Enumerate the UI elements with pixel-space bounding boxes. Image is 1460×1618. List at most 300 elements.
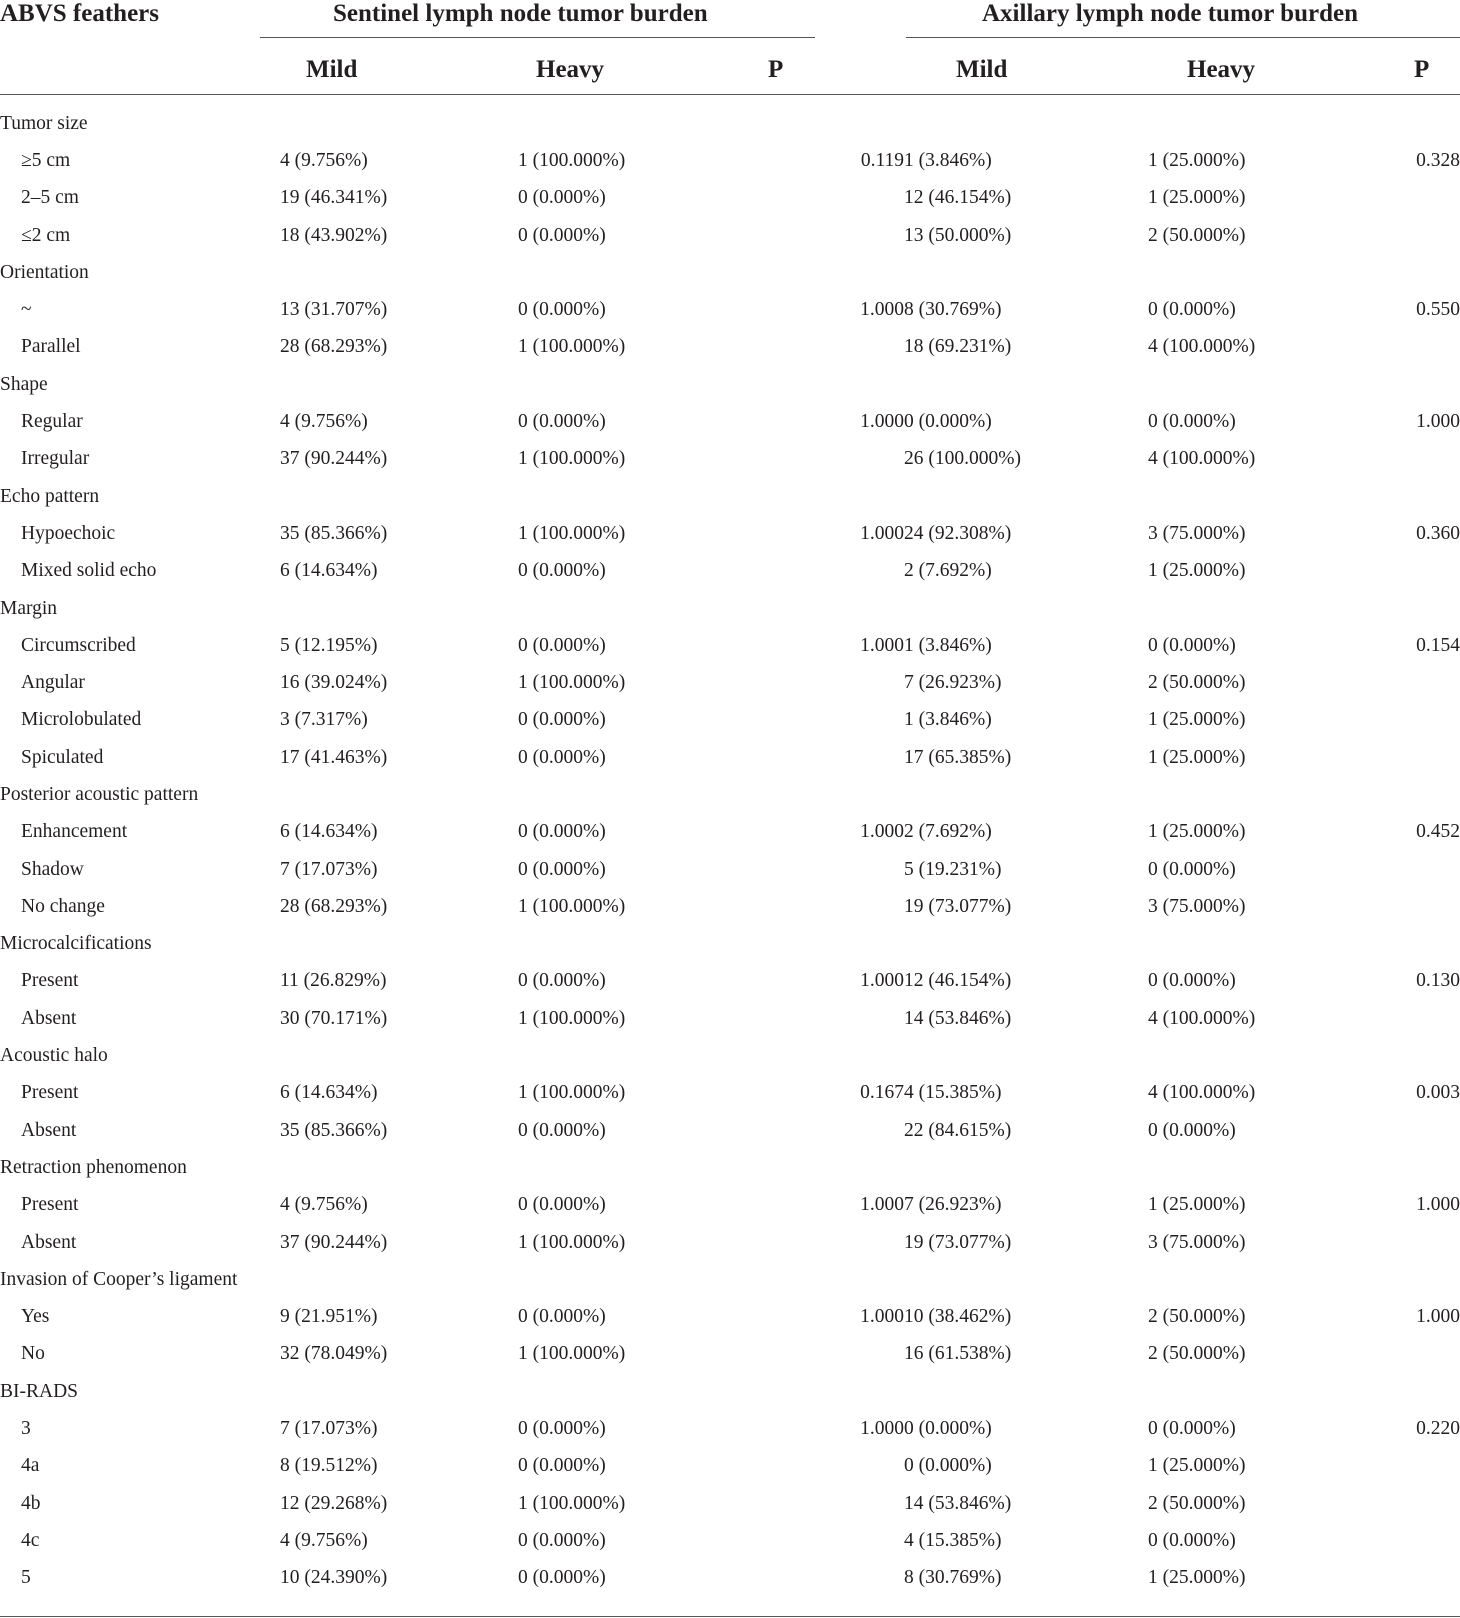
axillary-mild-cell: 4 (15.385%) bbox=[904, 1082, 1002, 1104]
axillary-heavy-cell: 0 (0.000%) bbox=[1148, 1529, 1236, 1551]
table-row bbox=[0, 851, 1460, 888]
axillary-p-cell bbox=[1392, 478, 1460, 515]
axillary-p-cell bbox=[1392, 1261, 1460, 1298]
row-label: Invasion of Cooper’s ligament bbox=[0, 1268, 238, 1290]
sentinel-mild-cell: 4 (9.756%) bbox=[280, 1529, 368, 1551]
table-category-row bbox=[0, 254, 1460, 291]
table-row bbox=[0, 329, 1460, 366]
table-row bbox=[0, 1000, 1460, 1037]
table-row bbox=[0, 1112, 1460, 1149]
axillary-heavy-cell: 0 (0.000%) bbox=[1148, 411, 1236, 433]
sentinel-mild-cell: 4 (9.756%) bbox=[280, 411, 368, 433]
table-row bbox=[0, 664, 1460, 701]
row-label: 4b bbox=[21, 1492, 41, 1514]
axillary-p-cell bbox=[1392, 1149, 1460, 1186]
header-axillary-heavy: Heavy bbox=[1187, 56, 1256, 83]
axillary-p-cell bbox=[1392, 888, 1460, 925]
axillary-mild-cell: 19 (73.077%) bbox=[904, 1231, 1012, 1253]
row-label: Absent bbox=[21, 1119, 77, 1141]
sentinel-p-cell: 0.167 bbox=[860, 1082, 904, 1104]
row-label: 4a bbox=[21, 1455, 40, 1477]
sentinel-heavy-cell: 0 (0.000%) bbox=[518, 1418, 606, 1440]
sentinel-p-cell bbox=[764, 888, 904, 925]
sentinel-heavy-cell bbox=[518, 105, 764, 142]
axillary-p-cell bbox=[1392, 105, 1460, 142]
table-category-row bbox=[0, 105, 1460, 142]
header-feature: ABVS feathers bbox=[0, 0, 160, 27]
sentinel-p-cell: 1.000 bbox=[860, 299, 904, 321]
header-axillary-group: Axillary lymph node tumor burden bbox=[982, 0, 1358, 27]
axillary-p-cell bbox=[1392, 776, 1460, 813]
axillary-heavy-cell bbox=[1148, 1149, 1392, 1186]
sentinel-mild-cell bbox=[280, 776, 518, 813]
axillary-heavy-cell: 4 (100.000%) bbox=[1148, 1007, 1256, 1029]
table-row bbox=[0, 180, 1460, 217]
table-row bbox=[0, 1522, 1460, 1559]
sentinel-p-cell bbox=[764, 926, 904, 963]
row-label: 3 bbox=[21, 1418, 31, 1440]
axillary-heavy-cell: 1 (25.000%) bbox=[1148, 746, 1246, 768]
sentinel-p-cell bbox=[764, 1261, 904, 1298]
sentinel-heavy-cell bbox=[518, 254, 764, 291]
sentinel-mild-cell: 11 (26.829%) bbox=[280, 970, 387, 992]
row-label: 4c bbox=[21, 1529, 40, 1551]
axillary-p-cell bbox=[1392, 702, 1460, 739]
row-label: Parallel bbox=[21, 336, 81, 358]
sentinel-mild-cell: 13 (31.707%) bbox=[280, 299, 388, 321]
table-row bbox=[0, 963, 1460, 1000]
axillary-mild-cell bbox=[904, 590, 1148, 627]
axillary-heavy-cell: 0 (0.000%) bbox=[1148, 299, 1236, 321]
sentinel-p-cell bbox=[764, 1037, 904, 1074]
sentinel-mild-cell: 4 (9.756%) bbox=[280, 1194, 368, 1216]
row-label: Microlobulated bbox=[21, 709, 142, 731]
row-label: Absent bbox=[21, 1007, 77, 1029]
sentinel-heavy-cell: 0 (0.000%) bbox=[518, 1455, 606, 1477]
sentinel-p-cell bbox=[764, 1112, 904, 1149]
sentinel-mild-cell: 7 (17.073%) bbox=[280, 1418, 378, 1440]
sentinel-mild-cell: 4 (9.756%) bbox=[280, 149, 368, 171]
axillary-mild-cell bbox=[904, 478, 1148, 515]
sentinel-heavy-cell: 1 (100.000%) bbox=[518, 1231, 626, 1253]
sentinel-p-cell: 1.000 bbox=[860, 1418, 904, 1440]
axillary-mild-cell: 1 (3.846%) bbox=[904, 634, 992, 656]
table-row bbox=[0, 627, 1460, 664]
row-label: Tumor size bbox=[0, 112, 88, 134]
table-row bbox=[0, 1075, 1460, 1112]
table-category-row bbox=[0, 926, 1460, 963]
axillary-p-cell: 0.328 bbox=[1416, 149, 1460, 171]
axillary-p-cell bbox=[1392, 1560, 1460, 1597]
row-label: Yes bbox=[21, 1306, 50, 1328]
sentinel-heavy-cell: 1 (100.000%) bbox=[518, 149, 626, 171]
axillary-heavy-cell: 2 (50.000%) bbox=[1148, 1306, 1246, 1328]
row-label: Retraction phenomenon bbox=[0, 1156, 187, 1178]
sentinel-p-cell bbox=[764, 851, 904, 888]
sentinel-p-cell bbox=[764, 105, 904, 142]
header-bottom-rule bbox=[0, 94, 1460, 95]
sentinel-p-cell bbox=[764, 217, 904, 254]
table-category-row bbox=[0, 1037, 1460, 1074]
table-category-row bbox=[0, 1261, 1460, 1298]
group-rule-axillary bbox=[906, 37, 1460, 38]
axillary-p-cell bbox=[1392, 1485, 1460, 1522]
sentinel-mild-cell: 35 (85.366%) bbox=[280, 522, 388, 544]
header-sentinel-heavy: Heavy bbox=[536, 56, 605, 83]
sentinel-heavy-cell: 0 (0.000%) bbox=[518, 560, 606, 582]
axillary-heavy-cell: 1 (25.000%) bbox=[1148, 1567, 1246, 1589]
axillary-mild-cell: 0 (0.000%) bbox=[904, 1455, 992, 1477]
axillary-mild-cell bbox=[904, 366, 1148, 403]
axillary-mild-cell bbox=[904, 926, 1148, 963]
axillary-p-cell bbox=[1392, 1336, 1460, 1373]
table-row bbox=[0, 1187, 1460, 1224]
row-label: Margin bbox=[0, 597, 58, 619]
axillary-mild-cell: 12 (46.154%) bbox=[904, 970, 1012, 992]
table-row bbox=[0, 403, 1460, 440]
table-category-row bbox=[0, 478, 1460, 515]
sentinel-p-cell bbox=[764, 553, 904, 590]
axillary-p-cell bbox=[1392, 1224, 1460, 1261]
sentinel-mild-cell: 8 (19.512%) bbox=[280, 1455, 378, 1477]
sentinel-mild-cell: 7 (17.073%) bbox=[280, 858, 378, 880]
sentinel-heavy-cell: 1 (100.000%) bbox=[518, 448, 626, 470]
axillary-p-cell bbox=[1392, 366, 1460, 403]
sentinel-mild-cell bbox=[280, 590, 518, 627]
sentinel-mild-cell bbox=[280, 1261, 518, 1298]
sentinel-p-cell bbox=[764, 1522, 904, 1559]
sentinel-p-cell: 1.000 bbox=[860, 970, 904, 992]
header-sentinel-mild: Mild bbox=[306, 56, 358, 83]
axillary-heavy-cell: 1 (25.000%) bbox=[1148, 709, 1246, 731]
table-category-row bbox=[0, 776, 1460, 813]
sentinel-mild-cell: 37 (90.244%) bbox=[280, 448, 388, 470]
axillary-mild-cell: 12 (46.154%) bbox=[904, 187, 1012, 209]
axillary-mild-cell bbox=[904, 254, 1148, 291]
axillary-p-cell: 0.550 bbox=[1416, 299, 1460, 321]
table-row bbox=[0, 1299, 1460, 1336]
table-category-row bbox=[0, 1149, 1460, 1186]
axillary-mild-cell: 7 (26.923%) bbox=[904, 672, 1002, 694]
sentinel-p-cell bbox=[764, 254, 904, 291]
axillary-p-cell bbox=[1392, 1522, 1460, 1559]
table-row bbox=[0, 1560, 1460, 1597]
axillary-mild-cell bbox=[904, 1373, 1148, 1410]
axillary-heavy-cell: 3 (75.000%) bbox=[1148, 895, 1246, 917]
axillary-heavy-cell bbox=[1148, 254, 1392, 291]
axillary-heavy-cell: 0 (0.000%) bbox=[1148, 1418, 1236, 1440]
axillary-p-cell bbox=[1392, 1000, 1460, 1037]
sentinel-mild-cell: 28 (68.293%) bbox=[280, 895, 388, 917]
axillary-p-cell bbox=[1392, 926, 1460, 963]
row-label: ≤2 cm bbox=[21, 224, 71, 246]
axillary-p-cell: 0.360 bbox=[1416, 522, 1460, 544]
axillary-heavy-cell: 0 (0.000%) bbox=[1148, 970, 1236, 992]
axillary-heavy-cell: 2 (50.000%) bbox=[1148, 1492, 1246, 1514]
row-label: Shadow bbox=[21, 858, 84, 880]
sentinel-mild-cell bbox=[280, 478, 518, 515]
sentinel-heavy-cell: 0 (0.000%) bbox=[518, 224, 606, 246]
axillary-p-cell: 0.003 bbox=[1416, 1082, 1460, 1104]
table-category-row bbox=[0, 366, 1460, 403]
row-label: Irregular bbox=[21, 448, 90, 470]
sentinel-mild-cell: 5 (12.195%) bbox=[280, 634, 378, 656]
sentinel-mild-cell: 18 (43.902%) bbox=[280, 224, 388, 246]
table-row bbox=[0, 1448, 1460, 1485]
axillary-mild-cell: 2 (7.692%) bbox=[904, 560, 992, 582]
sentinel-heavy-cell: 1 (100.000%) bbox=[518, 522, 626, 544]
header-axillary-p: P bbox=[1414, 56, 1430, 83]
sentinel-heavy-cell bbox=[518, 1149, 764, 1186]
sentinel-heavy-cell: 0 (0.000%) bbox=[518, 634, 606, 656]
axillary-heavy-cell bbox=[1148, 1373, 1392, 1410]
table-category-row bbox=[0, 1373, 1460, 1410]
axillary-heavy-cell bbox=[1148, 366, 1392, 403]
axillary-mild-cell: 22 (84.615%) bbox=[904, 1119, 1012, 1141]
sentinel-heavy-cell: 0 (0.000%) bbox=[518, 1306, 606, 1328]
sentinel-heavy-cell: 0 (0.000%) bbox=[518, 1567, 606, 1589]
row-label: Microcalcifications bbox=[0, 933, 152, 955]
axillary-heavy-cell bbox=[1148, 1037, 1392, 1074]
row-label: BI-RADS bbox=[0, 1380, 79, 1402]
axillary-mild-cell bbox=[904, 1149, 1148, 1186]
table-row bbox=[0, 291, 1460, 328]
header-sentinel-p: P bbox=[768, 56, 784, 83]
axillary-mild-cell: 13 (50.000%) bbox=[904, 224, 1012, 246]
sentinel-p-cell bbox=[764, 664, 904, 701]
sentinel-p-cell bbox=[764, 702, 904, 739]
axillary-mild-cell: 1 (3.846%) bbox=[904, 149, 992, 171]
axillary-p-cell bbox=[1392, 254, 1460, 291]
axillary-heavy-cell: 2 (50.000%) bbox=[1148, 1343, 1246, 1365]
sentinel-heavy-cell bbox=[518, 926, 764, 963]
axillary-heavy-cell: 1 (25.000%) bbox=[1148, 821, 1246, 843]
axillary-mild-cell: 18 (69.231%) bbox=[904, 336, 1012, 358]
axillary-p-cell bbox=[1392, 1037, 1460, 1074]
table-row bbox=[0, 142, 1460, 179]
sentinel-mild-cell: 37 (90.244%) bbox=[280, 1231, 388, 1253]
sentinel-p-cell: 0.119 bbox=[860, 149, 904, 171]
axillary-p-cell bbox=[1392, 851, 1460, 888]
axillary-p-cell: 1.000 bbox=[1416, 411, 1460, 433]
sentinel-p-cell: 1.000 bbox=[860, 411, 904, 433]
axillary-p-cell: 0.154 bbox=[1416, 634, 1460, 656]
axillary-p-cell bbox=[1392, 739, 1460, 776]
table-row bbox=[0, 441, 1460, 478]
row-label: Hypoechoic bbox=[21, 522, 116, 544]
row-label: Present bbox=[21, 970, 79, 992]
table-row bbox=[0, 217, 1460, 254]
sentinel-heavy-cell: 0 (0.000%) bbox=[518, 821, 606, 843]
sentinel-p-cell bbox=[764, 180, 904, 217]
row-label: ≥5 cm bbox=[21, 149, 71, 171]
axillary-heavy-cell: 3 (75.000%) bbox=[1148, 1231, 1246, 1253]
table-row bbox=[0, 1410, 1460, 1447]
axillary-p-cell bbox=[1392, 590, 1460, 627]
sentinel-p-cell bbox=[764, 776, 904, 813]
sentinel-heavy-cell bbox=[518, 366, 764, 403]
sentinel-heavy-cell bbox=[518, 478, 764, 515]
sentinel-mild-cell: 12 (29.268%) bbox=[280, 1492, 388, 1514]
table-row bbox=[0, 1224, 1460, 1261]
axillary-mild-cell: 26 (100.000%) bbox=[904, 448, 1021, 470]
axillary-heavy-cell bbox=[1148, 776, 1392, 813]
sentinel-mild-cell: 6 (14.634%) bbox=[280, 560, 378, 582]
axillary-heavy-cell: 1 (25.000%) bbox=[1148, 560, 1246, 582]
header-sentinel-group: Sentinel lymph node tumor burden bbox=[333, 0, 708, 27]
table-row bbox=[0, 1336, 1460, 1373]
table-row bbox=[0, 553, 1460, 590]
axillary-mild-cell bbox=[904, 105, 1148, 142]
row-label: Orientation bbox=[0, 261, 89, 283]
axillary-p-cell bbox=[1392, 1112, 1460, 1149]
sentinel-mild-cell bbox=[280, 1373, 518, 1410]
axillary-heavy-cell: 4 (100.000%) bbox=[1148, 448, 1256, 470]
axillary-mild-cell: 0 (0.000%) bbox=[904, 411, 992, 433]
axillary-p-cell bbox=[1392, 664, 1460, 701]
row-label: Acoustic halo bbox=[0, 1045, 108, 1067]
sentinel-p-cell: 1.000 bbox=[860, 522, 904, 544]
axillary-mild-cell: 2 (7.692%) bbox=[904, 821, 992, 843]
table-row bbox=[0, 515, 1460, 552]
axillary-heavy-cell: 4 (100.000%) bbox=[1148, 1082, 1256, 1104]
sentinel-heavy-cell: 0 (0.000%) bbox=[518, 187, 606, 209]
row-label: Absent bbox=[21, 1231, 77, 1253]
axillary-heavy-cell: 0 (0.000%) bbox=[1148, 634, 1236, 656]
table-row bbox=[0, 702, 1460, 739]
axillary-mild-cell: 10 (38.462%) bbox=[904, 1306, 1012, 1328]
axillary-mild-cell: 8 (30.769%) bbox=[904, 299, 1002, 321]
table-row bbox=[0, 739, 1460, 776]
axillary-mild-cell: 7 (26.923%) bbox=[904, 1194, 1002, 1216]
sentinel-p-cell: 1.000 bbox=[860, 1194, 904, 1216]
row-label: Shape bbox=[0, 373, 48, 395]
row-label: ~ bbox=[21, 299, 32, 321]
axillary-heavy-cell: 1 (25.000%) bbox=[1148, 1194, 1246, 1216]
row-label: No bbox=[21, 1343, 45, 1365]
axillary-heavy-cell: 1 (25.000%) bbox=[1148, 149, 1246, 171]
row-label: Regular bbox=[21, 411, 83, 433]
row-label: Enhancement bbox=[21, 821, 128, 843]
axillary-heavy-cell bbox=[1148, 926, 1392, 963]
axillary-heavy-cell: 0 (0.000%) bbox=[1148, 858, 1236, 880]
axillary-mild-cell: 5 (19.231%) bbox=[904, 858, 1002, 880]
row-label: Posterior acoustic pattern bbox=[0, 783, 199, 805]
row-label: 2–5 cm bbox=[21, 187, 79, 209]
sentinel-mild-cell: 30 (70.171%) bbox=[280, 1007, 388, 1029]
row-label: Present bbox=[21, 1194, 79, 1216]
axillary-p-cell: 1.000 bbox=[1416, 1306, 1460, 1328]
table-row bbox=[0, 1485, 1460, 1522]
sentinel-heavy-cell: 0 (0.000%) bbox=[518, 411, 606, 433]
axillary-mild-cell bbox=[904, 1261, 1148, 1298]
axillary-mild-cell: 14 (53.846%) bbox=[904, 1007, 1012, 1029]
axillary-mild-cell: 17 (65.385%) bbox=[904, 746, 1012, 768]
sentinel-mild-cell: 19 (46.341%) bbox=[280, 187, 388, 209]
sentinel-p-cell bbox=[764, 1485, 904, 1522]
sentinel-mild-cell: 6 (14.634%) bbox=[280, 821, 378, 843]
axillary-heavy-cell: 1 (25.000%) bbox=[1148, 1455, 1246, 1477]
axillary-heavy-cell bbox=[1148, 105, 1392, 142]
sentinel-p-cell bbox=[764, 1336, 904, 1373]
sentinel-heavy-cell: 1 (100.000%) bbox=[518, 895, 626, 917]
sentinel-p-cell bbox=[764, 1000, 904, 1037]
sentinel-mild-cell bbox=[280, 1149, 518, 1186]
axillary-heavy-cell: 4 (100.000%) bbox=[1148, 336, 1256, 358]
axillary-mild-cell bbox=[904, 776, 1148, 813]
axillary-heavy-cell bbox=[1148, 1261, 1392, 1298]
sentinel-heavy-cell bbox=[518, 1261, 764, 1298]
axillary-mild-cell: 0 (0.000%) bbox=[904, 1418, 992, 1440]
sentinel-mild-cell bbox=[280, 105, 518, 142]
axillary-p-cell bbox=[1392, 553, 1460, 590]
axillary-mild-cell: 14 (53.846%) bbox=[904, 1492, 1012, 1514]
sentinel-heavy-cell: 1 (100.000%) bbox=[518, 1492, 626, 1514]
sentinel-heavy-cell: 0 (0.000%) bbox=[518, 299, 606, 321]
sentinel-p-cell: 1.000 bbox=[860, 634, 904, 656]
sentinel-p-cell bbox=[764, 1560, 904, 1597]
row-label: Angular bbox=[21, 672, 85, 694]
sentinel-mild-cell: 10 (24.390%) bbox=[280, 1567, 388, 1589]
sentinel-mild-cell: 35 (85.366%) bbox=[280, 1119, 388, 1141]
axillary-heavy-cell: 2 (50.000%) bbox=[1148, 672, 1246, 694]
sentinel-heavy-cell bbox=[518, 776, 764, 813]
sentinel-heavy-cell: 1 (100.000%) bbox=[518, 336, 626, 358]
row-label: Present bbox=[21, 1082, 79, 1104]
axillary-mild-cell bbox=[904, 1037, 1148, 1074]
table-row bbox=[0, 888, 1460, 925]
sentinel-p-cell bbox=[764, 1448, 904, 1485]
axillary-p-cell bbox=[1392, 180, 1460, 217]
sentinel-p-cell: 1.000 bbox=[860, 821, 904, 843]
sentinel-heavy-cell: 1 (100.000%) bbox=[518, 1082, 626, 1104]
sentinel-p-cell bbox=[764, 739, 904, 776]
sentinel-p-cell bbox=[764, 1224, 904, 1261]
axillary-p-cell bbox=[1392, 329, 1460, 366]
axillary-mild-cell: 1 (3.846%) bbox=[904, 709, 992, 731]
sentinel-heavy-cell: 1 (100.000%) bbox=[518, 672, 626, 694]
row-label: Mixed solid echo bbox=[21, 560, 157, 582]
row-label: Spiculated bbox=[21, 746, 104, 768]
table-row bbox=[0, 814, 1460, 851]
sentinel-heavy-cell: 0 (0.000%) bbox=[518, 1119, 606, 1141]
sentinel-mild-cell bbox=[280, 366, 518, 403]
sentinel-mild-cell bbox=[280, 254, 518, 291]
axillary-p-cell bbox=[1392, 1373, 1460, 1410]
table-category-row bbox=[0, 590, 1460, 627]
axillary-heavy-cell: 3 (75.000%) bbox=[1148, 522, 1246, 544]
axillary-p-cell: 0.452 bbox=[1416, 821, 1460, 843]
axillary-heavy-cell: 1 (25.000%) bbox=[1148, 187, 1246, 209]
axillary-heavy-cell bbox=[1148, 590, 1392, 627]
sentinel-p-cell: 1.000 bbox=[860, 1306, 904, 1328]
sentinel-mild-cell bbox=[280, 926, 518, 963]
sentinel-p-cell bbox=[764, 1373, 904, 1410]
sentinel-heavy-cell bbox=[518, 590, 764, 627]
sentinel-mild-cell bbox=[280, 1037, 518, 1074]
data-table bbox=[0, 105, 1460, 1597]
row-label: No change bbox=[21, 895, 105, 917]
sentinel-heavy-cell: 0 (0.000%) bbox=[518, 1529, 606, 1551]
axillary-p-cell: 0.130 bbox=[1416, 970, 1460, 992]
axillary-mild-cell: 4 (15.385%) bbox=[904, 1529, 1002, 1551]
axillary-p-cell bbox=[1392, 441, 1460, 478]
group-rule-sentinel bbox=[260, 37, 815, 38]
sentinel-mild-cell: 3 (7.317%) bbox=[280, 709, 368, 731]
table-bottom-rule bbox=[0, 1616, 1460, 1617]
sentinel-heavy-cell: 0 (0.000%) bbox=[518, 970, 606, 992]
sentinel-heavy-cell: 0 (0.000%) bbox=[518, 1194, 606, 1216]
